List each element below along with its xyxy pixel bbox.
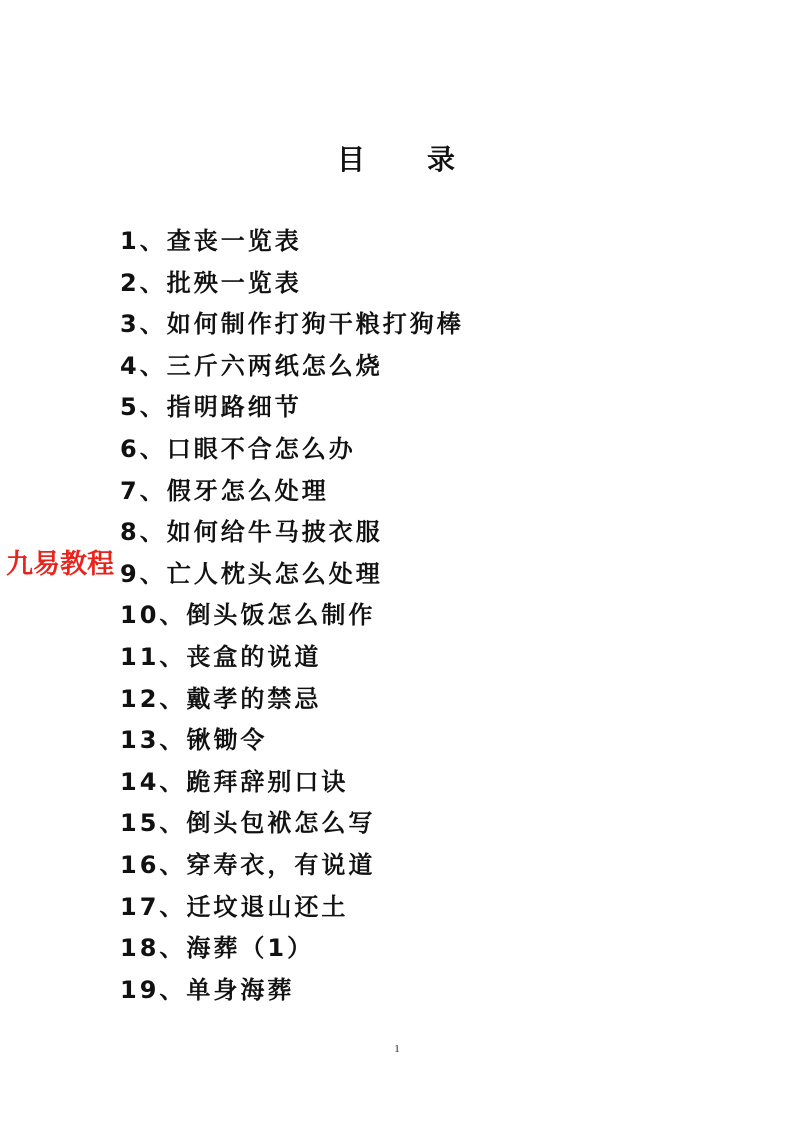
toc-item: 13、锹锄令: [120, 726, 268, 755]
toc-item: 1、查丧一览表: [120, 227, 302, 255]
watermark-text: 九易教程: [6, 549, 114, 580]
table-of-contents: [120, 221, 464, 1011]
toc-item: 4、三斤六两纸怎么烧: [120, 351, 383, 380]
toc-item: 15、倒头包袱怎么写: [120, 809, 376, 838]
page-title: 目 录: [336, 143, 457, 176]
toc-item: 14、跪拜辞别口诀: [120, 767, 349, 796]
toc-item: 19、单身海葬: [120, 975, 295, 1004]
toc-item: 2、批殃一览表: [120, 268, 302, 297]
page-number: 1: [394, 1043, 400, 1055]
toc-item: 8、如何给牛马披衣服: [120, 518, 383, 547]
toc-item: 12、戴孝的禁忌: [120, 684, 322, 713]
toc-item: 16、穿寿衣，有说道: [120, 850, 376, 879]
toc-item: 18、海葬（1）: [120, 934, 315, 963]
toc-item: 5、指明路细节: [120, 393, 302, 422]
toc-item: 9、亡人枕头怎么处理: [120, 559, 383, 588]
toc-item: 7、假牙怎么处理: [120, 476, 329, 505]
toc-item: 10、倒头饭怎么制作: [120, 601, 376, 630]
toc-item: 3、如何制作打狗干粮打狗棒: [120, 310, 464, 339]
toc-item: 6、口眼不合怎么办: [120, 434, 356, 463]
toc-item: 11、丧盒的说道: [120, 642, 322, 671]
toc-item: 17、迁坟退山还土: [120, 892, 349, 921]
